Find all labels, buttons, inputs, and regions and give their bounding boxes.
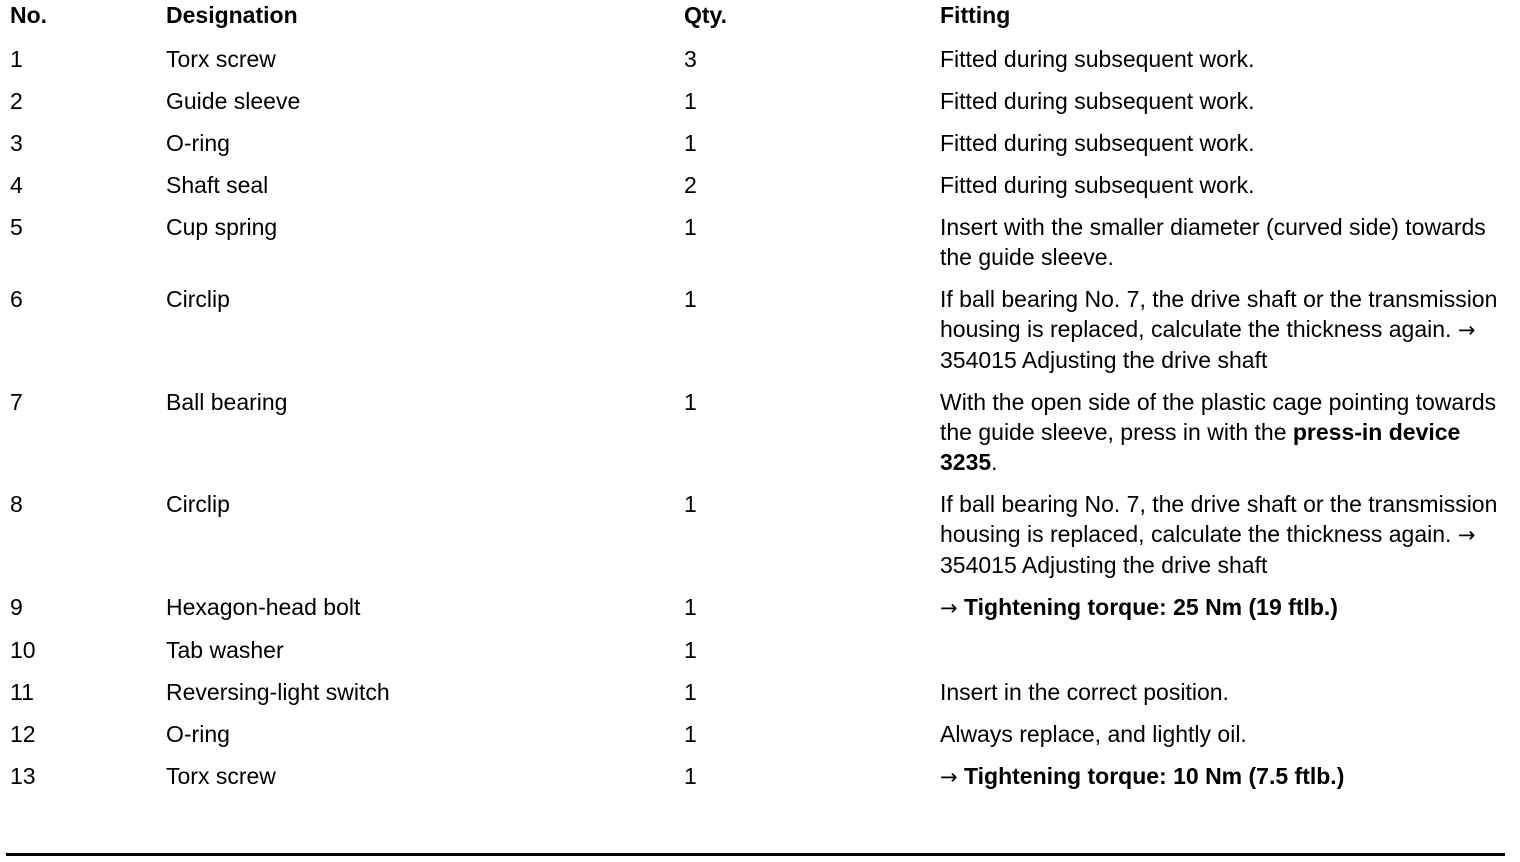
torque-spec: Tightening torque: 10 Nm (7.5 ftlb.) bbox=[964, 763, 1345, 789]
cell-no: 11 bbox=[10, 679, 34, 705]
cell-designation: Torx screw bbox=[166, 46, 276, 72]
cell-designation: Hexagon-head bolt bbox=[166, 594, 361, 620]
table-row bbox=[10, 86, 1510, 128]
cell-no: 1 bbox=[10, 46, 23, 72]
cell-no: 7 bbox=[10, 389, 23, 415]
fitting-text: If ball bearing No. 7, the drive shaft or the transmission housing is replaced, calculate the thickness again. bbox=[940, 491, 1498, 547]
arrow-right-icon: → bbox=[1457, 523, 1476, 547]
cell-fitting bbox=[940, 592, 1510, 635]
cell-fitting: Always replace, and lightly oil. bbox=[940, 721, 1247, 747]
cell-qty: 1 bbox=[684, 763, 697, 789]
cross-reference-link[interactable]: 354015 Adjusting the drive shaft bbox=[940, 347, 1268, 373]
cell-fitting: Insert in the correct position. bbox=[940, 679, 1229, 705]
cell-fitting: Fitted during subsequent work. bbox=[940, 88, 1255, 114]
cell-designation: O-ring bbox=[166, 721, 230, 747]
table-row bbox=[10, 719, 1510, 761]
cell-qty: 1 bbox=[684, 286, 697, 312]
header-row bbox=[10, 0, 1510, 44]
cell-no: 8 bbox=[10, 491, 23, 517]
cell-fitting: Fitted during subsequent work. bbox=[940, 130, 1255, 156]
cell-qty: 1 bbox=[684, 594, 697, 620]
table-row bbox=[10, 212, 1510, 284]
table-row bbox=[10, 635, 1510, 677]
torque-spec: Tightening torque: 25 Nm (19 ftlb.) bbox=[964, 594, 1338, 620]
cell-designation: Cup spring bbox=[166, 214, 278, 240]
cell-designation: Ball bearing bbox=[166, 389, 288, 415]
table-row bbox=[10, 387, 1510, 489]
cell-no: 2 bbox=[10, 88, 23, 114]
cell-fitting bbox=[940, 284, 1510, 387]
table-row bbox=[10, 128, 1510, 170]
cell-qty: 1 bbox=[684, 130, 697, 156]
cell-fitting bbox=[940, 761, 1510, 804]
cell-no: 12 bbox=[10, 721, 36, 747]
cell-designation: Torx screw bbox=[166, 763, 276, 789]
cell-qty: 1 bbox=[684, 721, 697, 747]
cell-qty: 3 bbox=[684, 46, 697, 72]
cell-designation: Guide sleeve bbox=[166, 88, 301, 114]
table-bottom-rule bbox=[6, 853, 1505, 856]
cell-fitting: Fitted during subsequent work. bbox=[940, 46, 1255, 72]
header-qty: Qty. bbox=[684, 2, 728, 28]
cell-no: 10 bbox=[10, 637, 36, 663]
cell-qty: 1 bbox=[684, 389, 697, 415]
cell-no: 9 bbox=[10, 594, 23, 620]
cell-fitting bbox=[940, 387, 1510, 489]
cell-designation: Reversing-light switch bbox=[166, 679, 390, 705]
cell-qty: 1 bbox=[684, 637, 697, 663]
cell-no: 4 bbox=[10, 172, 23, 198]
cell-fitting bbox=[940, 489, 1510, 592]
tool-reference: press-in device 3235 bbox=[940, 419, 1461, 475]
cell-qty: 1 bbox=[684, 214, 697, 240]
cell-qty: 1 bbox=[684, 88, 697, 114]
cell-no: 5 bbox=[10, 214, 23, 240]
table-row bbox=[10, 761, 1510, 804]
header-no: No. bbox=[10, 2, 48, 28]
cell-fitting: Insert with the smaller diameter (curved side) towards the guide sleeve. bbox=[940, 214, 1486, 270]
cell-qty: 2 bbox=[684, 172, 697, 198]
cell-no: 13 bbox=[10, 763, 36, 789]
cell-designation: Shaft seal bbox=[166, 172, 269, 198]
header-fitting: Fitting bbox=[940, 2, 1011, 28]
header-designation: Designation bbox=[166, 2, 298, 28]
parts-table bbox=[10, 0, 1510, 804]
cell-designation: Circlip bbox=[166, 491, 230, 517]
cell-fitting: Fitted during subsequent work. bbox=[940, 172, 1255, 198]
cell-no: 3 bbox=[10, 130, 23, 156]
table-row bbox=[10, 592, 1510, 635]
cell-designation: Circlip bbox=[166, 286, 230, 312]
arrow-right-icon: → bbox=[940, 765, 958, 789]
cell-no: 6 bbox=[10, 286, 23, 312]
fitting-text: If ball bearing No. 7, the drive shaft or the transmission housing is replaced, calculate the thickness again. bbox=[940, 286, 1498, 342]
table-row bbox=[10, 170, 1510, 212]
cell-qty: 1 bbox=[684, 491, 697, 517]
cell-designation: O-ring bbox=[166, 130, 230, 156]
arrow-right-icon: → bbox=[940, 596, 958, 620]
table-header bbox=[10, 0, 1510, 44]
cell-fitting bbox=[940, 635, 1510, 677]
table-row bbox=[10, 44, 1510, 86]
cross-reference-link[interactable]: 354015 Adjusting the drive shaft bbox=[940, 552, 1268, 578]
table-row bbox=[10, 284, 1510, 387]
cell-designation: Tab washer bbox=[166, 637, 284, 663]
table-row bbox=[10, 489, 1510, 592]
arrow-right-icon: → bbox=[1457, 318, 1476, 342]
fitting-text-end: . bbox=[991, 449, 998, 475]
table-row bbox=[10, 677, 1510, 719]
table-body bbox=[10, 44, 1510, 804]
cell-qty: 1 bbox=[684, 679, 697, 705]
fitting-text: With the open side of the plastic cage pointing towards the guide sleeve, press in with the bbox=[940, 389, 1497, 445]
